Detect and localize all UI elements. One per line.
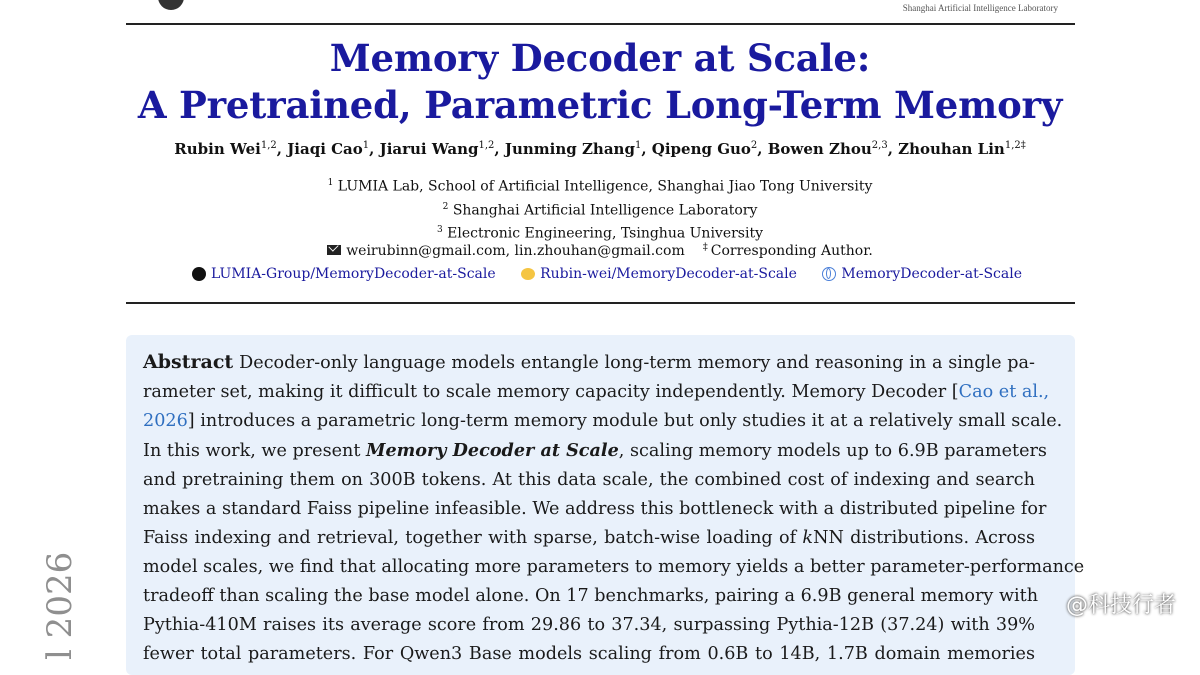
affiliations: [0, 173, 1200, 244]
abstract-line: Faiss indexing and retrieval, together with sparse, batch-wise loading of kNN distributions. Across: [143, 528, 1035, 548]
author: Junming Zhang$^1$: [504, 140, 642, 158]
website-link[interactable]: MemoryDecoder-at-Scale: [822, 266, 1022, 282]
abstract-line: fewer total parameters. For Qwen3 Base models scaling from 0.6B to 14B, 1.7B domain memories: [143, 644, 1035, 664]
abstract-line: makes a standard Faiss pipeline infeasible. We address this bottleneck with a distributed pipeline for: [143, 499, 1047, 519]
author: Jiaqi Cao$^1$: [287, 140, 370, 158]
abstract-line: and pretraining them on 300B tokens. At this data scale, the combined cost of indexing and search: [143, 470, 1035, 490]
corresponding-author-note: Corresponding Author.: [710, 243, 873, 259]
contact-line: [0, 242, 1200, 259]
abstract-heading: Abstract: [143, 351, 234, 373]
abstract-line: Abstract Decoder-only language models entangle long-term memory and reasoning in a single pa-: [143, 351, 1035, 373]
watermark: @科技行者: [1065, 593, 1176, 618]
header-separator-rule: [126, 302, 1075, 304]
author: Zhouhan Lin$^{1,2\ddagger}$: [898, 140, 1026, 158]
method-name: Memory Decoder at Scale: [366, 440, 619, 461]
resource-links: [192, 266, 1022, 282]
lab-logo-icon: [158, 0, 184, 10]
huggingface-icon: [521, 268, 535, 280]
citation-link[interactable]: Cao et al.,: [958, 382, 1050, 402]
affiliation: $^1$ LUMIA Lab, School of Artificial Intelligence, Shanghai Jiao Tong University: [327, 178, 873, 195]
author: Jiarui Wang$^{1,2}$: [379, 140, 495, 158]
mail-icon: [327, 245, 341, 255]
affiliation: $^2$ Shanghai Artificial Intelligence Laboratory: [442, 201, 758, 219]
abstract-line: tradeoff than scaling the base model alone. On 17 benchmarks, pairing a 6.9B general memory with: [143, 586, 1039, 606]
paper-title-line-1: Memory Decoder at Scale:: [329, 36, 871, 80]
citation-link[interactable]: 2026: [143, 411, 188, 431]
huggingface-link[interactable]: Rubin-wei/MemoryDecoder-at-Scale: [521, 266, 797, 282]
abstract-line: In this work, we present Memory Decoder at Scale, scaling memory models up to 6.9B parameters: [143, 440, 1047, 461]
dagger-mark: ‡: [702, 242, 708, 253]
github-link[interactable]: LUMIA-Group/MemoryDecoder-at-Scale: [192, 266, 496, 282]
paper-title-line-2: A Pretrained, Parametric Long-Term Memory: [137, 83, 1063, 127]
abstract-text: [143, 348, 1085, 669]
github-icon: [192, 267, 206, 281]
top-rule: [126, 23, 1075, 25]
author: Bowen Zhou$^{2,3}$: [767, 140, 888, 158]
abstract-line: 2026] introduces a parametric long-term memory module but only studies it at a relatively small scale.: [143, 411, 1063, 431]
contact-emails[interactable]: weirubinn@gmail.com, lin.zhouhan@gmail.com: [346, 243, 685, 259]
author: Rubin Wei$^{1,2}$: [174, 140, 277, 158]
header-left-fragment: [158, 0, 403, 10]
affiliation: $^3$ Electronic Engineering, Tsinghua University: [436, 225, 764, 242]
header-right-text: Shanghai Artificial Intelligence Laboratory: [902, 3, 1058, 13]
abstract-line: Pythia-410M raises its average score from 29.86 to 37.34, surpassing Pythia-12B (37.24) with 39%: [143, 615, 1035, 635]
abstract-line: rameter set, making it difficult to scale memory capacity independently. Memory Decoder [Cao et al.,: [143, 382, 1050, 402]
author: Qipeng Guo$^2$: [651, 140, 758, 158]
author-list: Rubin Wei$^{1,2}$, Jiaqi Cao$^1$, Jiarui Wang$^{1,2}$, Junming Zhang$^1$, Qipeng Guo$^2$, Bowen Zhou$^{2,3}$, Zhouhan Lin$^{1,2\ddagger}$: [174, 140, 1026, 158]
abstract-line: model scales, we find that allocating more parameters to memory yields a better parameter-performance: [143, 557, 1085, 577]
arxiv-side-stamp: l 2026: [40, 551, 80, 660]
globe-icon: [822, 267, 836, 281]
